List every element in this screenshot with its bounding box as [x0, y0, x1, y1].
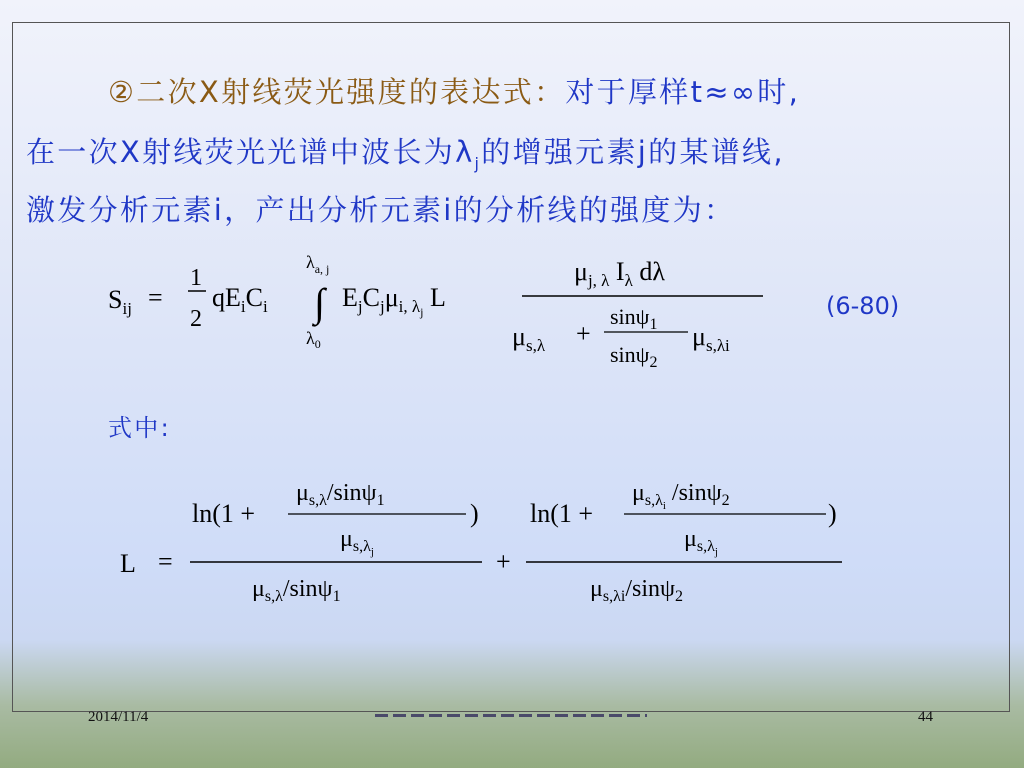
- svg-text:EjCjμi, λj L: $E_jC_j\mu_{i, \lambda}j$ L: [342, 283, 446, 319]
- svg-text:μs,λi /sinψ2: $\mu_{s,\lambda}i$ /sinψ$_2$: [632, 480, 730, 512]
- paragraph-line-2-rest: 的增强元素j的某谱线,: [481, 135, 785, 169]
- page-number: 44: [918, 709, 933, 725]
- svg-text:): ): [828, 499, 837, 528]
- svg-text:sinψ2: sinψ$_2$: [610, 342, 658, 371]
- svg-text:λ0: $\lambda_0$: [306, 328, 321, 351]
- equation-L: [120, 470, 850, 615]
- svg-text:+: +: [576, 319, 591, 348]
- svg-text:=: =: [158, 547, 173, 576]
- lambda-subscript: j: [474, 153, 482, 173]
- section-heading: ②二次X射线荧光强度的表达式：: [108, 75, 566, 109]
- svg-text:+: +: [496, 547, 511, 576]
- paragraph-line-3: 激发分析元素i，产出分析元素i的分析线的强度为：: [26, 193, 736, 227]
- svg-text:2: 2: [190, 306, 202, 332]
- svg-text:Sij: $S_{ij}$: [108, 285, 132, 318]
- svg-text:μs,λ/sinψ1: $\mu_{s,\lambda}/\sin\psi_1$: [296, 480, 385, 509]
- footer-divider: [375, 714, 647, 717]
- where-label: 式中:: [108, 414, 171, 442]
- svg-text:μs,λj: $\mu_{s,\lambda}j$: [684, 526, 718, 558]
- svg-text:qEiCi: $qE_iC_i$: [212, 283, 268, 316]
- svg-text:μs,λ: $\mu_{s,\lambda}$: [512, 322, 546, 355]
- svg-text:sinψ1: sinψ$_1$: [610, 304, 658, 333]
- paragraph-line-1-rest: 对于厚样t≈∞时,: [565, 75, 801, 109]
- svg-text:∫: ∫: [314, 280, 325, 325]
- svg-text:μs,λi/sinψ2: $\mu_{s,\lambda i}/\sin\psi_2$: [590, 576, 684, 605]
- svg-text:ln(1 +: ln(1 +: [530, 499, 594, 528]
- footer-date: 2014/11/4: [88, 709, 149, 725]
- svg-text:μs,λj: $\mu_{s,\lambda}j$: [340, 526, 374, 558]
- svg-text:): ): [470, 499, 479, 528]
- paragraph-line-1: [108, 70, 800, 111]
- paragraph-line-2: [26, 130, 785, 173]
- svg-text:μs,λi: $\mu_{s,\lambda i}$: [692, 322, 730, 355]
- svg-text:=: =: [148, 283, 163, 312]
- equation-6-80: [108, 240, 788, 371]
- svg-text:λa, j: $\lambda_{a, j}$: [306, 252, 330, 276]
- svg-text:1: 1: [190, 265, 202, 291]
- svg-text:L: L: [120, 549, 136, 578]
- svg-text:ln(1 +: ln(1 +: [192, 499, 256, 528]
- paragraph-line-2-start: 在一次X射线荧光光谱中波长为λ: [26, 135, 475, 169]
- equation-number: (6-80): [826, 292, 900, 320]
- svg-text:μj, λ Iλ dλ: $\mu_{j, \lambda}$ $I_\lambda$ dλ: [574, 257, 665, 290]
- svg-text:μs,λ/sinψ1: $\mu_{s,\lambda}/\sin\psi_1$: [252, 576, 341, 605]
